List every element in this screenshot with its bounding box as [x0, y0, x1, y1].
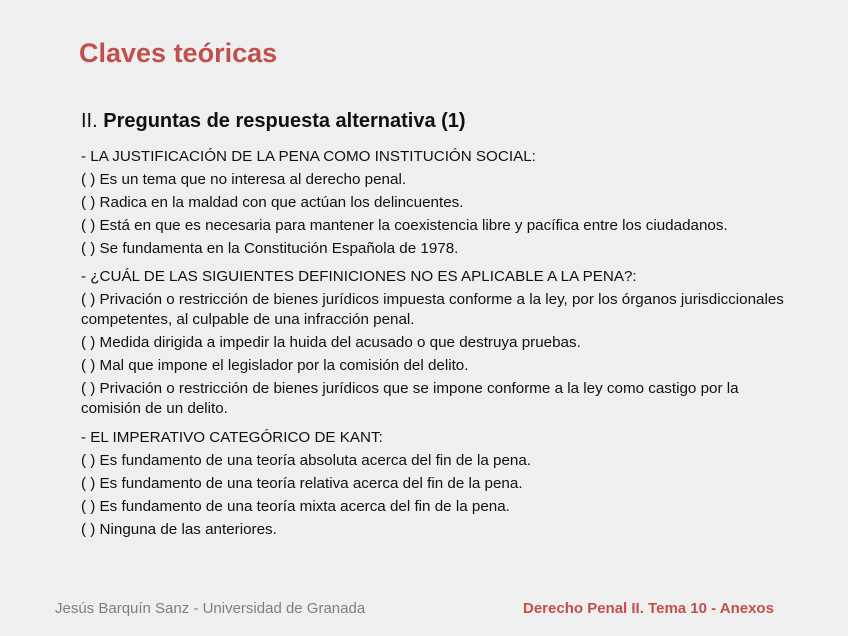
answer-option: ( ) Ninguna de las anteriores. [81, 521, 277, 538]
answer-option: ( ) Está en que es necesaria para mantener la coexistencia libre y pacífica entre los ciudadanos. [81, 217, 728, 234]
section-heading [81, 110, 466, 133]
answer-option: ( ) Radica en la maldad con que actúan los delincuentes. [81, 194, 464, 211]
answer-option: ( ) Se fundamenta en la Constitución Española de 1978. [81, 240, 459, 257]
footer-author: Jesús Barquín Sanz - Universidad de Granada [55, 600, 366, 617]
question-prompt: - ¿CUÁL DE LAS SIGUIENTES DEFINICIONES NO ES APLICABLE A LA PENA?: [81, 268, 637, 285]
question-1 [81, 147, 801, 259]
answer-option: ( ) Es fundamento de una teoría mixta acerca del fin de la pena. [81, 498, 510, 515]
answer-option: ( ) Es fundamento de una teoría relativa acerca del fin de la pena. [81, 475, 523, 492]
section-title: Preguntas de respuesta alternativa (1) [103, 110, 466, 132]
slide-title: Claves teóricas [79, 38, 278, 68]
footer-course: Derecho Penal II. Tema 10 - Anexos [523, 600, 774, 617]
answer-option: ( ) Privación o restricción de bienes jurídicos que se impone conforme a la ley como castigo por la comisión de un delito. [81, 380, 739, 417]
question-prompt: - EL IMPERATIVO CATEGÓRICO DE KANT: [81, 429, 383, 446]
answer-option: ( ) Es un tema que no interesa al derecho penal. [81, 171, 407, 188]
answer-option: ( ) Privación o restricción de bienes jurídicos impuesta conforme a la ley, por los órganos jurisdiccionales competentes, al culpable de una infracción penal. [81, 291, 784, 328]
question-list [81, 147, 801, 548]
question-2 [81, 267, 801, 419]
question-3 [81, 428, 801, 540]
answer-option: ( ) Es fundamento de una teoría absoluta acerca del fin de la pena. [81, 452, 532, 469]
answer-option: ( ) Medida dirigida a impedir la huida del acusado o que destruya pruebas. [81, 334, 581, 351]
answer-option: ( ) Mal que impone el legislador por la comisión del delito. [81, 357, 469, 374]
section-number: II. [81, 110, 98, 132]
question-prompt: - LA JUSTIFICACIÓN DE LA PENA COMO INSTITUCIÓN SOCIAL: [81, 148, 536, 165]
